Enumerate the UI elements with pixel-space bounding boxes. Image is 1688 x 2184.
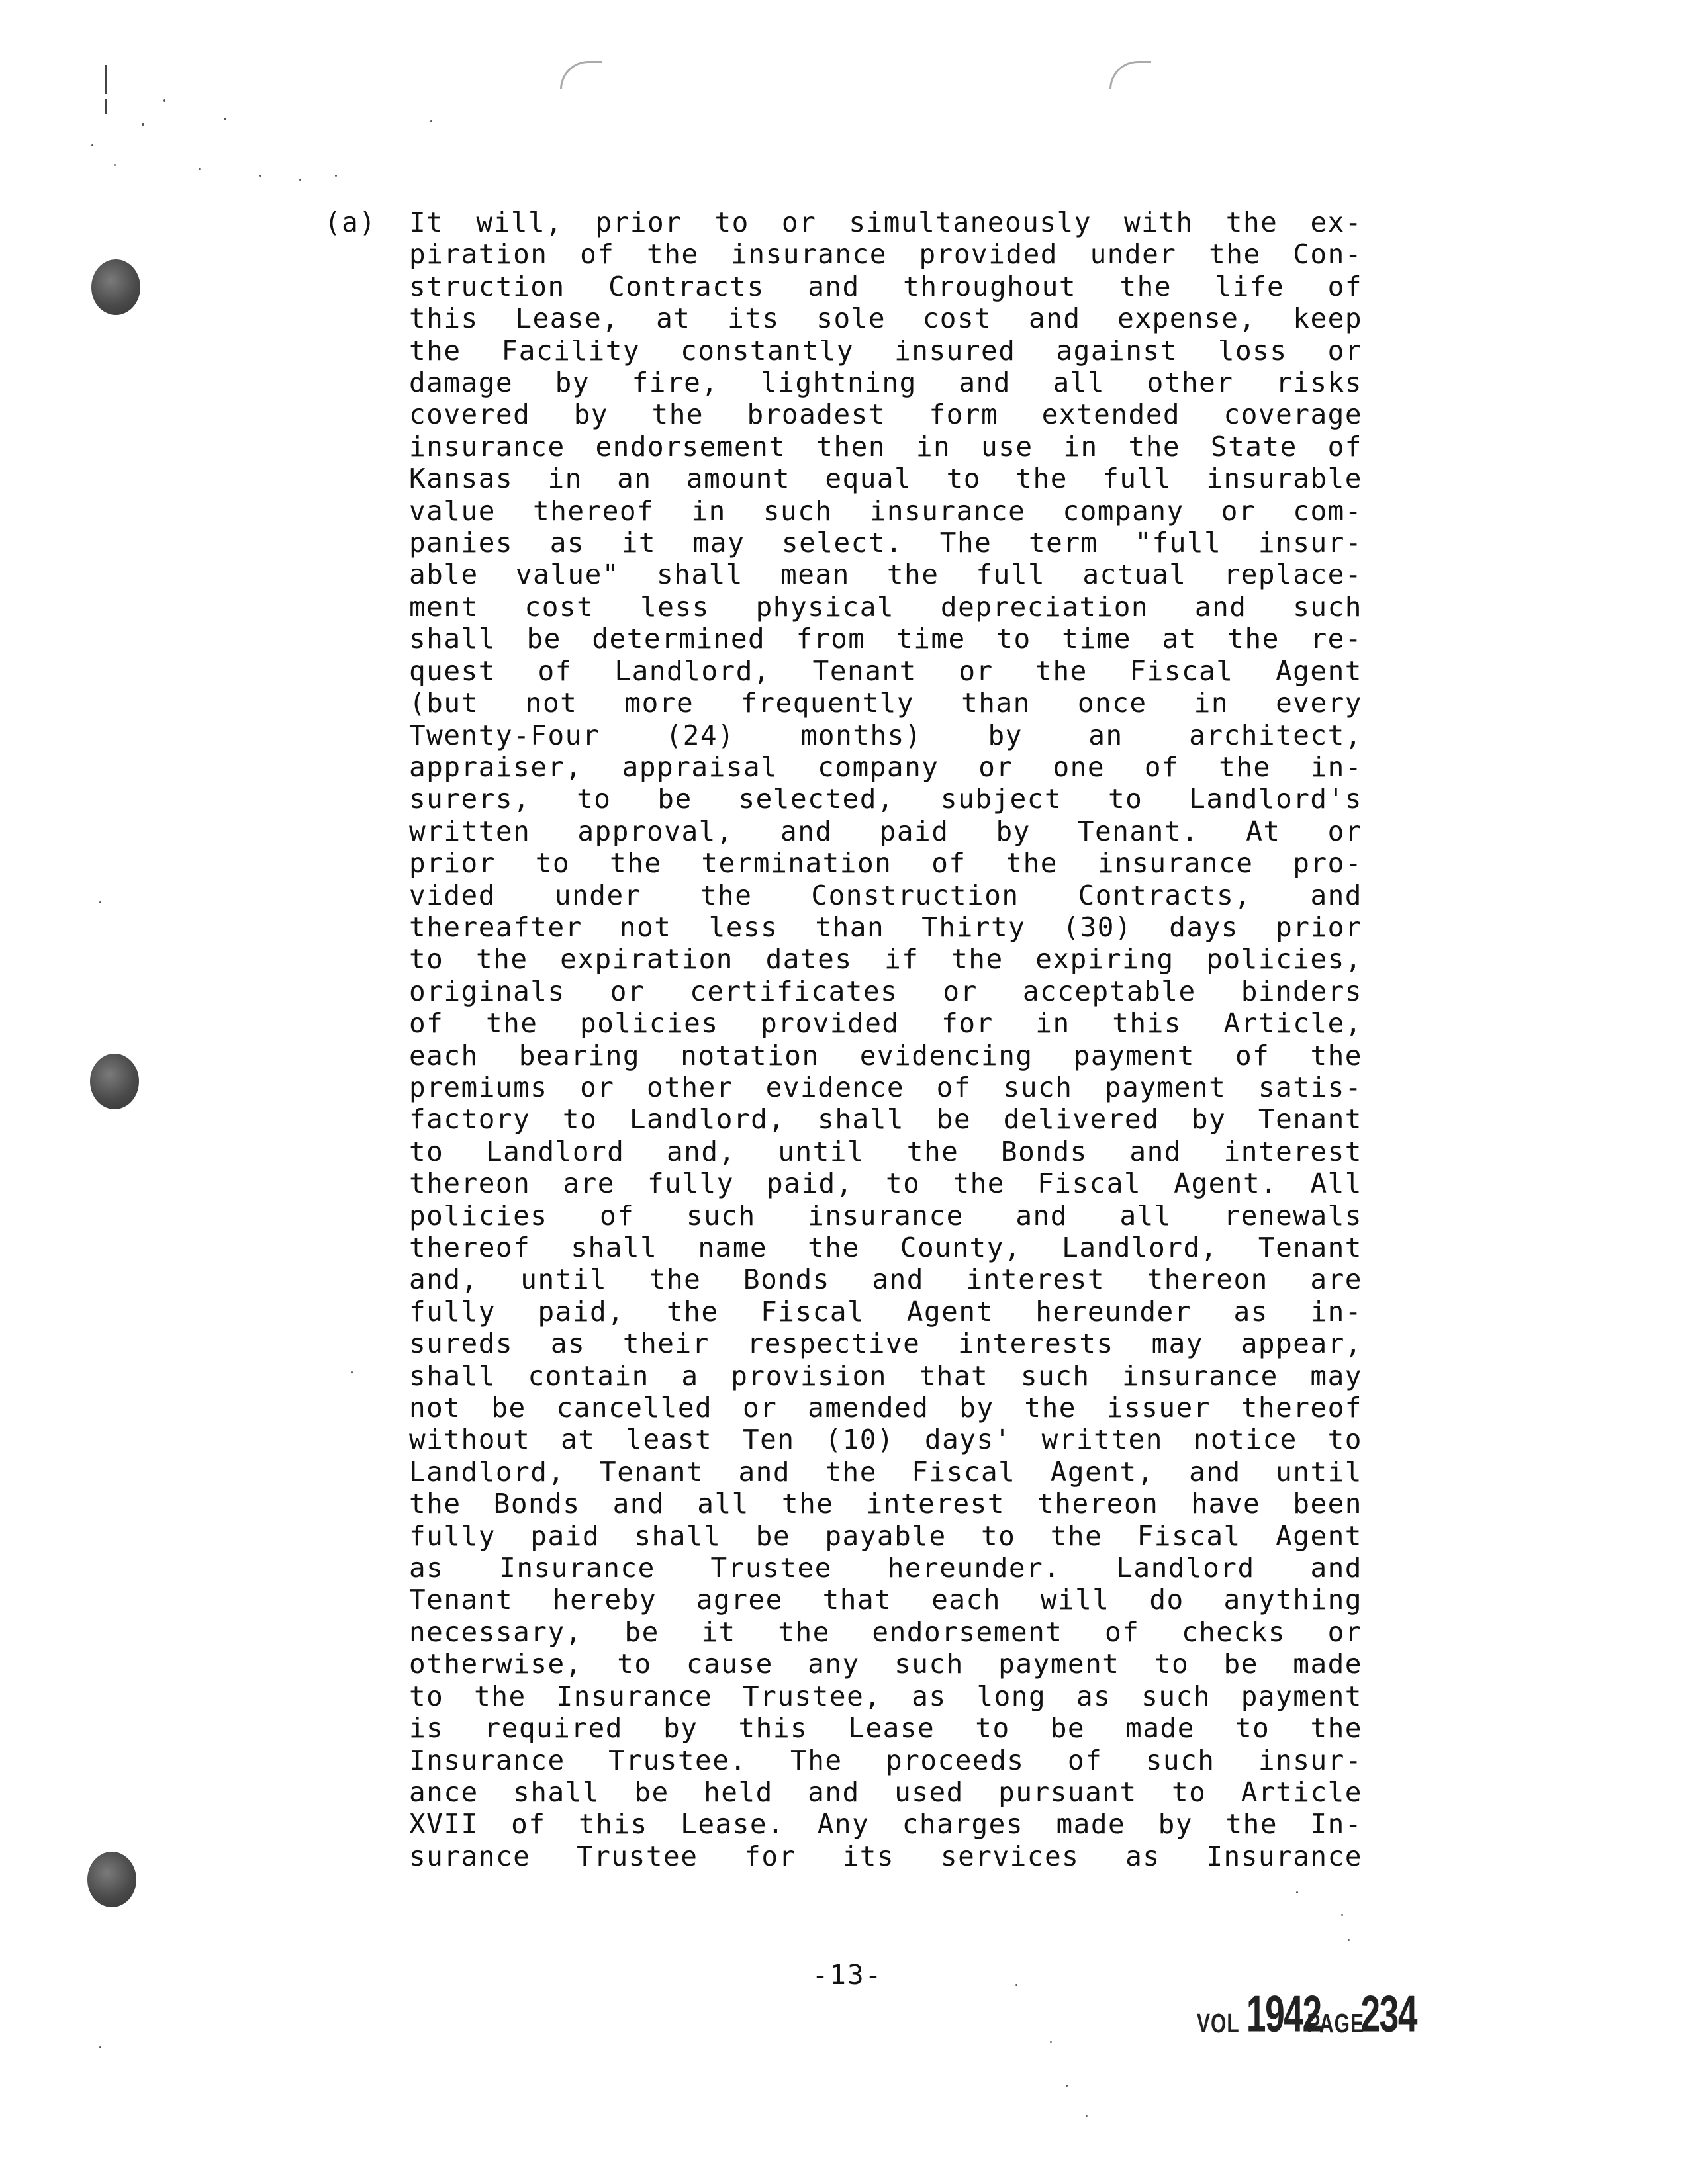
text-line: piration of the insurance provided under the Con- [409, 238, 1362, 271]
text-line: surance Trustee for its services as Insurance [409, 1840, 1362, 1872]
text-line: to the Insurance Trustee, as long as such payment [409, 1680, 1362, 1712]
scan-speck [1050, 2041, 1052, 2043]
text-line: sureds as their respective interests may appear, [409, 1328, 1362, 1360]
scan-speck [99, 2046, 101, 2048]
scan-speck [224, 118, 226, 120]
text-line: fully paid shall be payable to the Fiscal Agent [409, 1520, 1362, 1552]
text-line: insurance endorsement then in use in the State of [409, 430, 1362, 463]
scan-speck [1296, 1891, 1298, 1893]
scan-speck [1348, 1939, 1350, 1941]
margin-mark [105, 99, 107, 114]
text-line: shall contain a provision that such insurance may [409, 1359, 1362, 1392]
text-line: without at least Ten (10) days' written notice to [409, 1424, 1362, 1456]
text-line: It will, prior to or simultaneously with the ex- [409, 206, 1362, 238]
scan-speck [99, 901, 101, 903]
text-line: appraiser, appraisal company or one of the in- [409, 751, 1362, 783]
scan-speck [351, 1371, 353, 1373]
scan-speck [335, 175, 337, 177]
text-line: is required by this Lease to be made to the [409, 1712, 1362, 1745]
punch-hole-middle [90, 1054, 139, 1109]
text-line: able value" shall mean the full actual replace- [409, 559, 1362, 591]
text-line: struction Contracts and throughout the life of [409, 270, 1362, 302]
punch-hole-top [91, 259, 140, 315]
text-line: the Facility constantly insured against loss or [409, 334, 1362, 367]
text-line: premiums or other evidence of such payment satis- [409, 1071, 1362, 1103]
text-line: factory to Landlord, shall be delivered by Tenant [409, 1103, 1362, 1136]
stamp-vol-number: 1942 [1246, 1984, 1321, 2043]
text-line: Insurance Trustee. The proceeds of such insur- [409, 1744, 1362, 1776]
text-line: not be cancelled or amended by the issuer thereof [409, 1392, 1362, 1424]
scan-speck [1015, 1984, 1017, 1986]
text-line: surers, to be selected, subject to Landlord's [409, 783, 1362, 815]
text-line: (but not more frequently than once in every [409, 687, 1362, 719]
text-line: the Bonds and all the interest thereon have been [409, 1488, 1362, 1520]
text-line: ment cost less physical depreciation and such [409, 590, 1362, 623]
text-line: XVII of this Lease. Any charges made by the In- [409, 1808, 1362, 1841]
scan-speck [114, 164, 116, 166]
text-line: Tenant hereby agree that each will do anything [409, 1584, 1362, 1616]
text-line: originals or certificates or acceptable binders [409, 975, 1362, 1007]
text-line: covered by the broadest form extended coverage [409, 398, 1362, 431]
text-line: value thereof in such insurance company or com- [409, 494, 1362, 527]
punch-hole-bottom [87, 1852, 136, 1907]
text-line: written approval, and paid by Tenant. At or [409, 815, 1362, 847]
stamp-page-label: PAGE [1307, 2009, 1364, 2039]
text-line: thereafter not less than Thirty (30) days prior [409, 911, 1362, 943]
text-line: fully paid, the Fiscal Agent hereunder as in- [409, 1295, 1362, 1328]
scan-speck [259, 175, 261, 177]
scan-speck [299, 179, 301, 181]
scan-speck [163, 99, 165, 102]
text-line: as Insurance Trustee hereunder. Landlord and [409, 1552, 1362, 1584]
text-line: to the expiration dates if the expiring policies, [409, 943, 1362, 976]
text-line: necessary, be it the endorsement of checks or [409, 1615, 1362, 1648]
scan-speck [1341, 1914, 1343, 1916]
stamp-vol-label: VOL [1197, 2009, 1240, 2039]
text-line: panies as it may select. The term "full insur- [409, 527, 1362, 559]
text-line: thereon are fully paid, to the Fiscal Agent. All [409, 1167, 1362, 1200]
text-line: this Lease, at its sole cost and expense, keep [409, 302, 1362, 335]
subsection-label: (a) [324, 206, 377, 238]
scan-speck [199, 168, 201, 170]
text-line: each bearing notation evidencing payment of the [409, 1039, 1362, 1071]
scan-speck [1086, 2115, 1088, 2117]
body-paragraph [409, 206, 1362, 1872]
scan-speck [91, 144, 93, 146]
text-line: quest of Landlord, Tenant or the Fiscal Agent [409, 655, 1362, 687]
staple-mark-left [560, 61, 602, 89]
recording-stamp [1197, 1985, 1488, 2058]
text-line: vided under the Construction Contracts, and [409, 879, 1362, 911]
text-line: thereof shall name the County, Landlord, Tenant [409, 1232, 1362, 1263]
scan-speck [1066, 2085, 1068, 2087]
scan-speck [430, 120, 432, 122]
text-line: of the policies provided for in this Article, [409, 1007, 1362, 1040]
text-line: damage by fire, lightning and all other risks [409, 367, 1362, 399]
staple-mark-right [1109, 61, 1151, 89]
text-line: Kansas in an amount equal to the full insurable [409, 463, 1362, 495]
text-line: to Landlord and, until the Bonds and interest [409, 1135, 1362, 1167]
text-line: shall be determined from time to time at the re- [409, 623, 1362, 655]
text-line: Landlord, Tenant and the Fiscal Agent, and until [409, 1455, 1362, 1488]
text-line: ance shall be held and used pursuant to Article [409, 1776, 1362, 1808]
text-line: prior to the termination of the insurance pro- [409, 847, 1362, 880]
stamp-page-number: 234 [1360, 1984, 1417, 2043]
text-line: otherwise, to cause any such payment to be made [409, 1648, 1362, 1680]
text-line: and, until the Bonds and interest thereon are [409, 1263, 1362, 1296]
scan-speck [142, 123, 144, 126]
text-line: policies of such insurance and all renewals [409, 1199, 1362, 1232]
text-line: Twenty-Four (24) months) by an architect, [409, 719, 1362, 751]
margin-mark [105, 65, 107, 94]
page-number: -13- [812, 1959, 883, 1991]
